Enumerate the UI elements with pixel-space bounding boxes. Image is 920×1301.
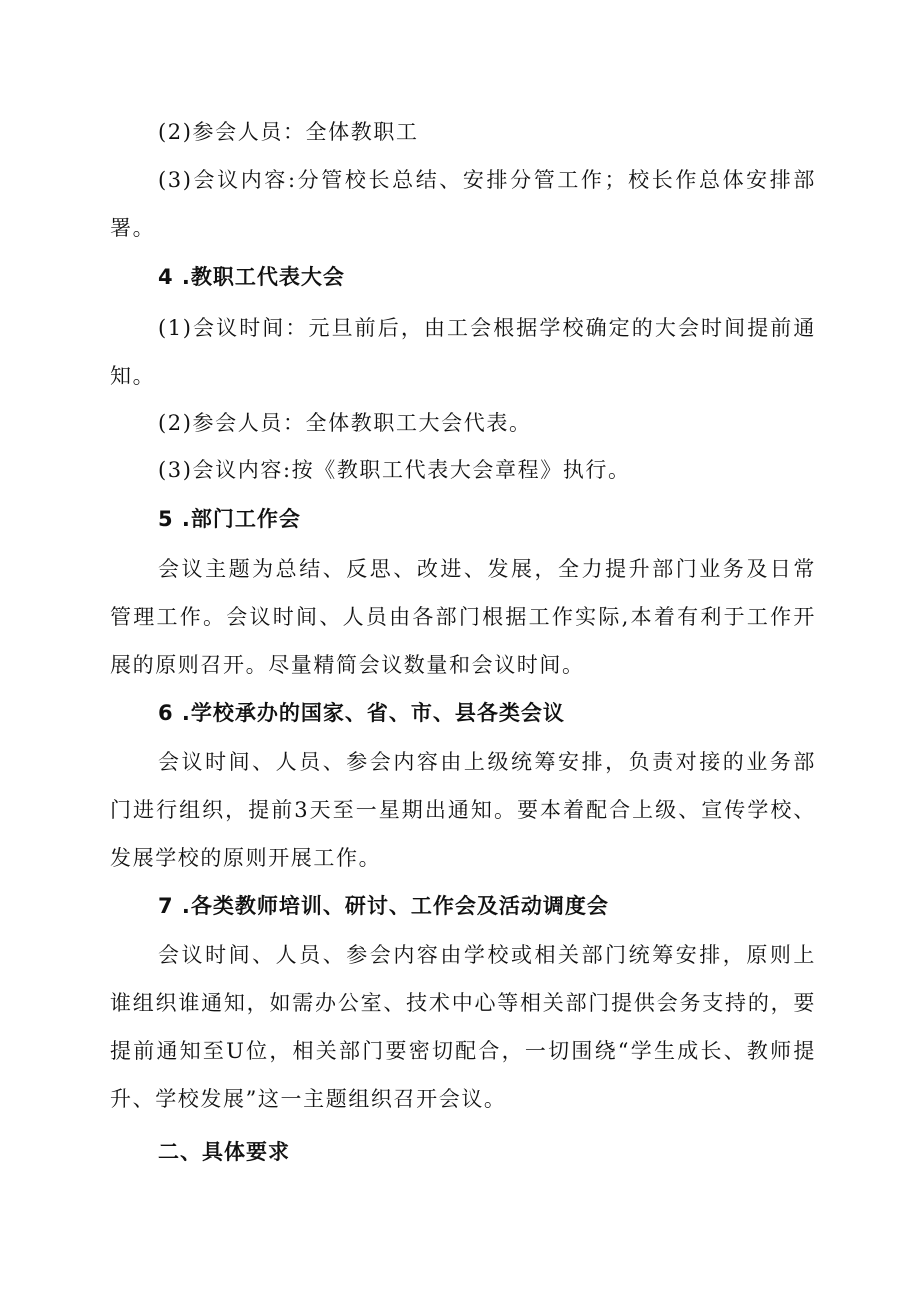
section-heading: 6 .学校承办的国家、省、市、县各类会议: [158, 701, 565, 725]
paragraph-line: 展的原则召开。尽量精简会议数量和会议时间。: [110, 653, 585, 677]
paragraph-line: (1)会议时间：元旦前后，由工会根据学校确定的大会时间提前通: [158, 316, 816, 340]
paragraph-line: (3)会议内容:分管校长总结、安排分管工作；校长作总体安排部: [158, 168, 816, 192]
paragraph-line: 会议主题为总结、反思、改进、发展，全力提升部门业务及日常: [158, 557, 816, 581]
paragraph-line: 发展学校的原则开展工作。: [110, 846, 382, 870]
paragraph-line: 署。: [110, 216, 156, 240]
paragraph-line: 会议时间、人员、参会内容由上级统筹安排，负责对接的业务部: [158, 750, 816, 774]
paragraph-line: 管理工作。会议时间、人员由各部门根据工作实际,本着有利于工作开: [110, 605, 816, 629]
paragraph-line: (3)会议内容:按《教职工代表大会章程》执行。: [158, 458, 631, 482]
paragraph-line: 门进行组织，提前3天至一星期出通知。要本着配合上级、宣传学校、: [110, 798, 816, 822]
section-heading: 二、具体要求: [158, 1140, 290, 1164]
paragraph-line: (2)参会人员：全体教职工: [158, 120, 419, 144]
section-heading: 4 .教职工代表大会: [158, 265, 345, 289]
paragraph-line: 提前通知至U位，相关部门要密切配合，一切围绕“学生成长、教师提: [110, 1039, 816, 1063]
paragraph-line: (2)参会人员：全体教职工大会代表。: [158, 411, 532, 435]
paragraph-line: 会议时间、人员、参会内容由学校或相关部门统筹安排，原则上: [158, 943, 816, 967]
paragraph-line: 知。: [110, 364, 156, 388]
paragraph-line: 谁组织谁通知，如需办公室、技术中心等相关部门提供会务支持的，要: [110, 991, 816, 1015]
section-heading: 7 .各类教师培训、研讨、工作会及活动调度会: [158, 894, 609, 918]
section-heading: 5 .部门工作会: [158, 507, 301, 531]
paragraph-line: 升、学校发展”这一主题组织召开会议。: [110, 1087, 507, 1111]
